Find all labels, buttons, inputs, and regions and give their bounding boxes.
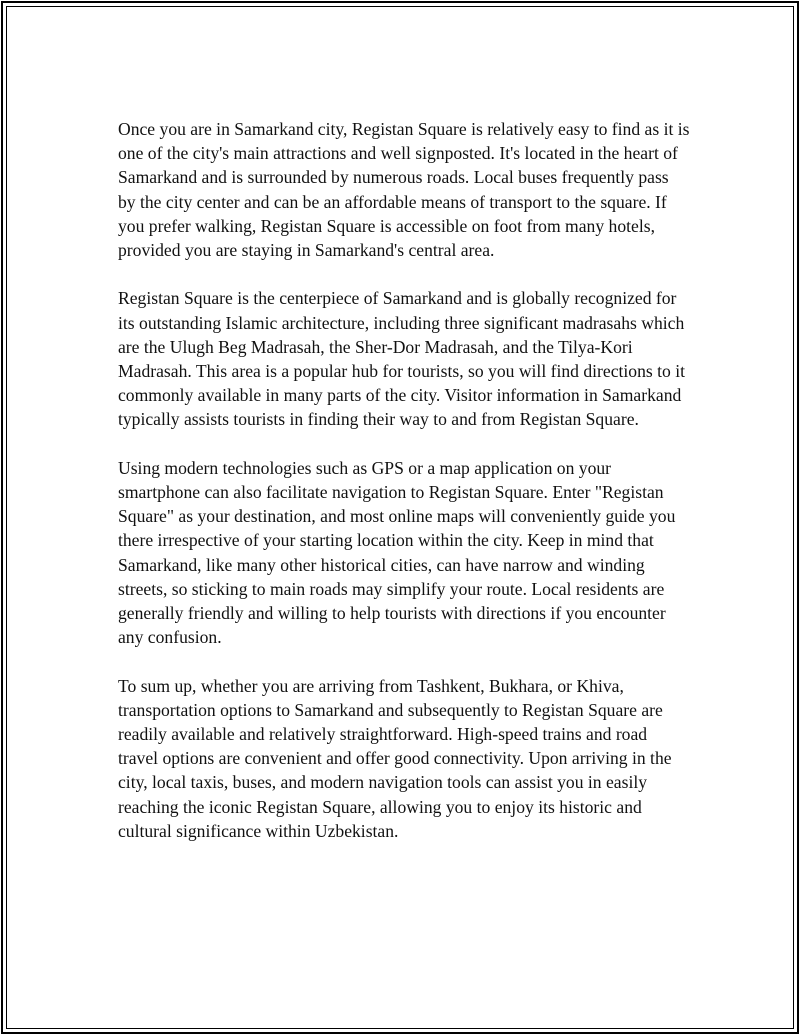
paragraph-navigation-technology: Using modern technologies such as GPS or a map application on your smartphone can also facilitate navigation to Registan Square. Enter "Registan Square" as your destination, and most online maps will conveniently guide you there irrespective of your starting location within the city. Keep in mind that Samarkand, like many other historical cities, can have narrow and winding streets, so sticking to main roads may simplify your route. Local residents are generally friendly and willing to help tourists with directions if you encounter any confusion. bbox=[118, 457, 676, 648]
paragraph-registan-overview: Registan Square is the centerpiece of Samarkand and is globally recognized for its outstanding Islamic architecture, including three significant madrasahs which are the Ulugh Beg Madrasah, the Sher-Dor Madrasah, and the Tilya-Kori Madrasah. This area is a popular hub for tourists, so you will find directions to it commonly available in many parts of the city. Visitor information in Samarkand typically assists tourists in finding their way to and from Registan Square. bbox=[118, 288, 685, 430]
paragraph-summary: To sum up, whether you are arriving from Tashkent, Bukhara, or Khiva, transportation options to Samarkand and subsequently to Registan Square are readily available and relatively straightforward. High-speed trains and road travel options are convenient and offer good connectivity. Upon arriving in the city, local taxis, buses, and modern navigation tools can assist you in easily reaching the iconic Registan Square, allowing you to enjoy its historic and cultural significance within Uzbekistan. bbox=[118, 675, 672, 841]
paragraph-getting-there-in-city: Once you are in Samarkand city, Registan Square is relatively easy to find as it is one of the city's main attractions and well signposted. It's located in the heart of Samarkand and is surrounded by numerous roads. Local buses frequently pass by the city center and can be an affordable means of transport to the square. If you prefer walking, Registan Square is accessible on foot from many hotels, provided you are staying in Samarkand's central area. bbox=[118, 119, 690, 261]
document-body bbox=[118, 117, 690, 867]
